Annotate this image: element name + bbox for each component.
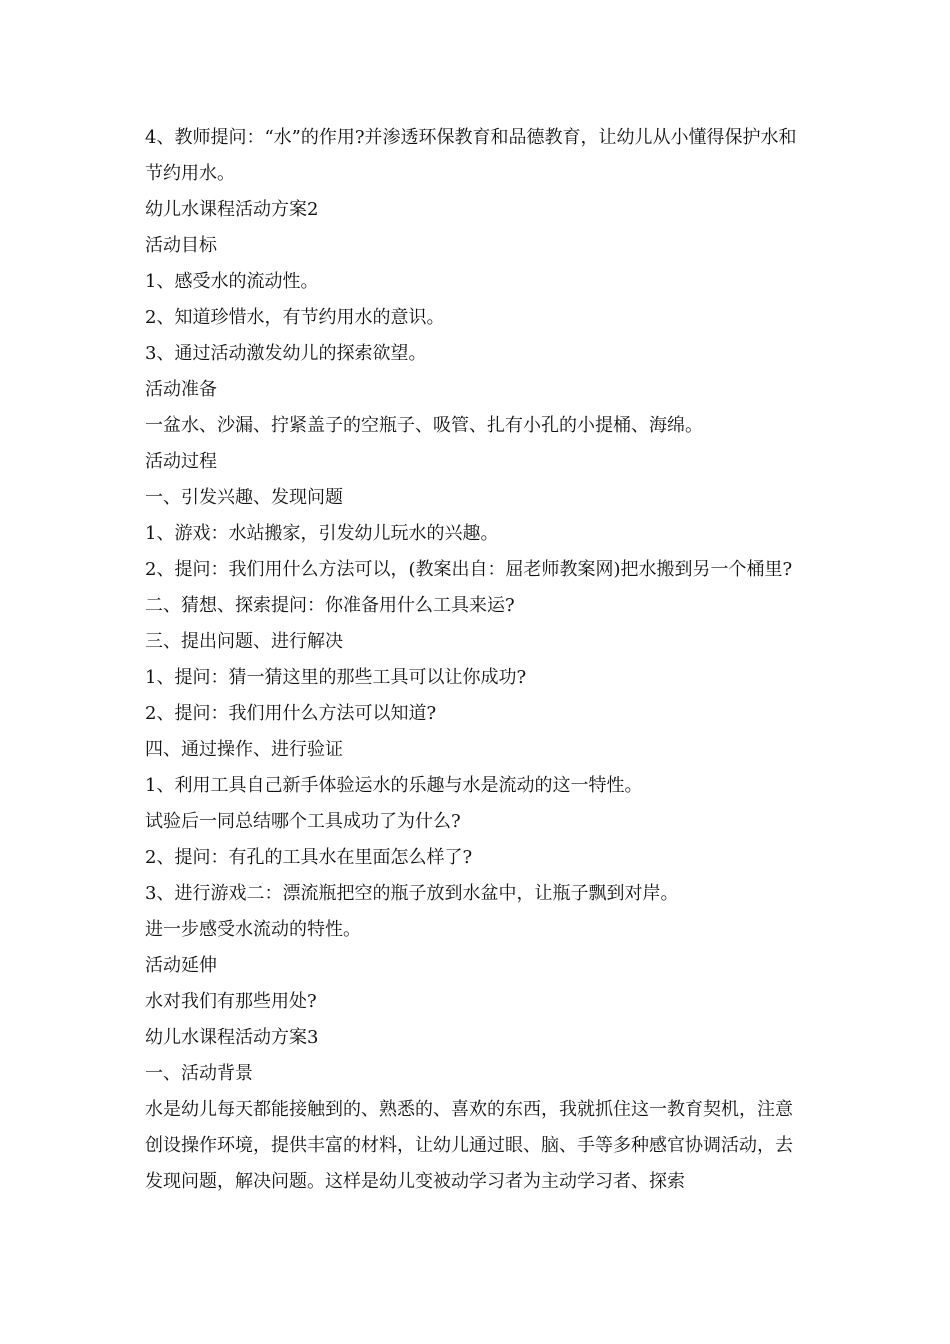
process-item-1-1: 1、游戏：水站搬家，引发幼儿玩水的兴趣。	[145, 523, 499, 544]
process-item-4-3: 3、进行游戏二：漂流瓶把空的瓶子放到水盆中，让瓶子飘到对岸。	[145, 883, 679, 904]
process-note-4-1: 试验后一同总结哪个工具成功了为什么?	[145, 811, 461, 832]
goal-item-1: 1、感受水的流动性。	[145, 271, 319, 292]
paragraph-teacher-question: 4、教师提问：“水”的作用?并渗透环保教育和品德教育，让幼儿从小懂得保护水和节约用水。	[145, 127, 797, 184]
heading-activity-process: 活动过程	[145, 451, 217, 472]
heading-activity-goals: 活动目标	[145, 235, 217, 256]
heading-plan-3: 幼儿水课程活动方案3	[145, 1027, 319, 1048]
goal-item-2: 2、知道珍惜水，有节约用水的意识。	[145, 307, 445, 328]
background-paragraph: 水是幼儿每天都能接触到的、熟悉的、喜欢的东西，我就抓住这一教育契机，注意创设操作环境，提供丰富的材料，让幼儿通过眼、脑、手等多种感官协调活动，去发现问题，解决问题。这样是幼儿变被动学习者为主动学习者、探索	[145, 1099, 793, 1192]
process-section-4: 四、通过操作、进行验证	[145, 739, 343, 760]
process-section-3: 三、提出问题、进行解决	[145, 631, 343, 652]
process-item-3-1: 1、提问：猜一猜这里的那些工具可以让你成功?	[145, 667, 527, 688]
heading-activity-background: 一、活动背景	[145, 1063, 253, 1084]
process-item-4-2: 2、提问：有孔的工具水在里面怎么样了?	[145, 847, 473, 868]
process-section-1: 一、引发兴趣、发现问题	[145, 487, 343, 508]
process-section-2: 二、猜想、探索提问：你准备用什么工具来运?	[145, 595, 515, 616]
process-item-1-2: 2、提问：我们用什么方法可以，(教案出自：屈老师教案网)把水搬到另一个桶里?	[145, 559, 793, 580]
process-item-4-1: 1、利用工具自己新手体验运水的乐趣与水是流动的这一特性。	[145, 775, 643, 796]
document-page	[145, 120, 810, 1200]
process-note-4-3: 进一步感受水流动的特性。	[145, 919, 361, 940]
process-item-3-2: 2、提问：我们用什么方法可以知道?	[145, 703, 437, 724]
heading-activity-extension: 活动延伸	[145, 955, 217, 976]
extension-question: 水对我们有那些用处?	[145, 991, 317, 1012]
preparation-materials: 一盆水、沙漏、拧紧盖子的空瓶子、吸管、扎有小孔的小提桶、海绵。	[145, 415, 703, 436]
heading-activity-preparation: 活动准备	[145, 379, 217, 400]
goal-item-3: 3、通过活动激发幼儿的探索欲望。	[145, 343, 427, 364]
heading-plan-2: 幼儿水课程活动方案2	[145, 199, 319, 220]
